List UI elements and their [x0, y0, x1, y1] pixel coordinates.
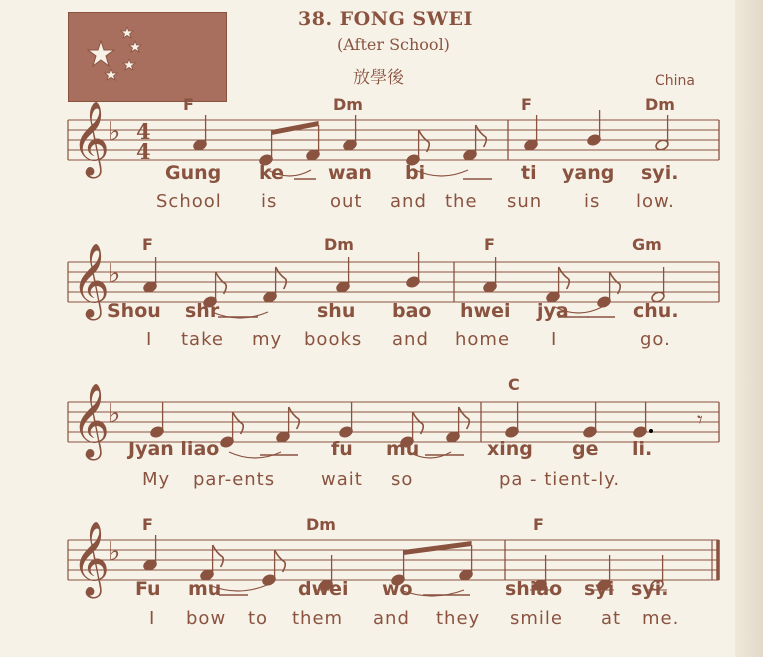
- eighth-flag: [213, 545, 224, 567]
- eighth-flag: [275, 550, 286, 572]
- chord-symbol: Dm: [324, 235, 354, 254]
- song-title: 38. FONG SWEI: [298, 8, 473, 30]
- english-lyric: them: [292, 608, 344, 629]
- lyric-syllable: jya: [537, 300, 569, 322]
- lyric-syllable: xing: [487, 438, 533, 460]
- english-lyric: so: [391, 469, 414, 490]
- english-lyric: the: [445, 191, 478, 212]
- song-subtitle: (After School): [337, 35, 450, 54]
- eighth-flag: [559, 267, 570, 289]
- chord-symbol: C: [508, 375, 520, 394]
- dot: [649, 429, 653, 433]
- eighth-beam: [404, 541, 472, 555]
- time-signature-top: 4: [136, 119, 151, 144]
- chord-symbol: F: [533, 515, 544, 534]
- eighth-flag: [216, 272, 227, 294]
- english-lyric: par-ents: [193, 469, 276, 490]
- lyric-syllable: Jyan liao: [128, 438, 220, 460]
- english-lyric: pa: [499, 469, 524, 490]
- chord-symbol: Dm: [333, 95, 363, 114]
- lyric-syllable: dwei: [298, 578, 349, 600]
- eighth-flag: [459, 407, 470, 429]
- chord-symbol: Dm: [645, 95, 675, 114]
- lyric-syllable: yang: [562, 162, 615, 184]
- lyric-syllable: chu.: [633, 300, 679, 322]
- lyric-syllable: Shou: [107, 300, 161, 322]
- english-lyric: go.: [640, 329, 671, 350]
- english-lyric: they: [436, 608, 481, 629]
- flat-key-signature-icon: ♭: [108, 399, 121, 429]
- chord-symbol: F: [521, 95, 532, 114]
- english-lyric: is: [261, 191, 278, 212]
- english-lyric: me.: [642, 608, 680, 629]
- treble-clef-icon: 𝄞: [72, 384, 110, 458]
- english-lyric: bow: [186, 608, 227, 629]
- english-lyric: at: [601, 608, 622, 629]
- chord-symbol: Dm: [306, 515, 336, 534]
- english-lyric: out: [330, 191, 363, 212]
- english-lyric: low.: [636, 191, 675, 212]
- english-lyric: I: [149, 608, 156, 629]
- lyric-syllable: syi.: [631, 578, 669, 600]
- english-lyric: and: [392, 329, 429, 350]
- english-lyric: My: [142, 469, 171, 490]
- eighth-flag: [419, 130, 430, 152]
- chord-symbol: F: [142, 235, 153, 254]
- eighth-beam: [272, 121, 319, 135]
- lyric-syllable: fu: [331, 438, 353, 460]
- lyric-syllable: mu: [188, 578, 222, 600]
- english-lyric: wait: [321, 469, 363, 490]
- eighth-flag: [233, 412, 244, 434]
- english-lyric: books: [304, 329, 363, 350]
- eighth-flag: [610, 272, 621, 294]
- eighth-flag: [289, 407, 300, 429]
- english-lyric: home: [455, 329, 511, 350]
- english-lyric: take: [181, 329, 224, 350]
- english-lyric: School: [156, 191, 222, 212]
- chord-symbol: F: [484, 235, 495, 254]
- english-lyric: my: [252, 329, 283, 350]
- lyric-syllable: shu: [317, 300, 356, 322]
- flat-key-signature-icon: ♭: [108, 117, 121, 147]
- lyric-syllable: wan: [328, 162, 372, 184]
- eighth-flag: [476, 125, 487, 147]
- lyric-syllable: syi: [584, 578, 615, 600]
- lyric-syllable: bao: [392, 300, 432, 322]
- chord-symbol: F: [142, 515, 153, 534]
- lyric-syllable: syi.: [641, 162, 679, 184]
- lyric-syllable: shiao: [505, 578, 563, 600]
- english-lyric: is: [584, 191, 601, 212]
- treble-clef-icon: 𝄞: [72, 244, 110, 318]
- lyric-syllable: wo: [382, 578, 413, 600]
- english-lyric: and: [390, 191, 427, 212]
- treble-clef-icon: 𝄞: [72, 522, 110, 596]
- song-title-chinese: 放學後: [353, 68, 404, 88]
- lyric-syllable: ke: [259, 162, 285, 184]
- song-origin: China: [655, 73, 695, 89]
- lyric-syllable: Gung: [165, 162, 222, 184]
- time-signature-bottom: 4: [136, 139, 151, 164]
- lyric-syllable: ge: [572, 438, 599, 460]
- eighth-rest-icon: 𝄾: [697, 408, 703, 433]
- eighth-flag: [276, 267, 287, 289]
- lyric-syllable: shr: [185, 300, 220, 322]
- english-lyric: - tient-ly.: [530, 469, 621, 490]
- flat-key-signature-icon: ♭: [108, 259, 121, 289]
- chord-symbol: F: [183, 95, 194, 114]
- english-lyric: I: [146, 329, 153, 350]
- lyric-syllable: ti: [521, 162, 537, 184]
- english-lyric: I: [551, 329, 558, 350]
- english-lyric: smile: [510, 608, 563, 629]
- lyric-syllable: mu: [386, 438, 420, 460]
- treble-clef-icon: 𝄞: [72, 102, 110, 176]
- eighth-flag: [413, 412, 424, 434]
- english-lyric: sun: [507, 191, 543, 212]
- flat-key-signature-icon: ♭: [108, 537, 121, 567]
- lyric-syllable: li.: [632, 438, 653, 460]
- lyric-syllable: bi: [405, 162, 426, 184]
- english-lyric: and: [373, 608, 410, 629]
- lyric-syllable: Fu: [135, 578, 161, 600]
- chord-symbol: Gm: [632, 235, 662, 254]
- english-lyric: to: [248, 608, 269, 629]
- lyric-syllable: hwei: [460, 300, 511, 322]
